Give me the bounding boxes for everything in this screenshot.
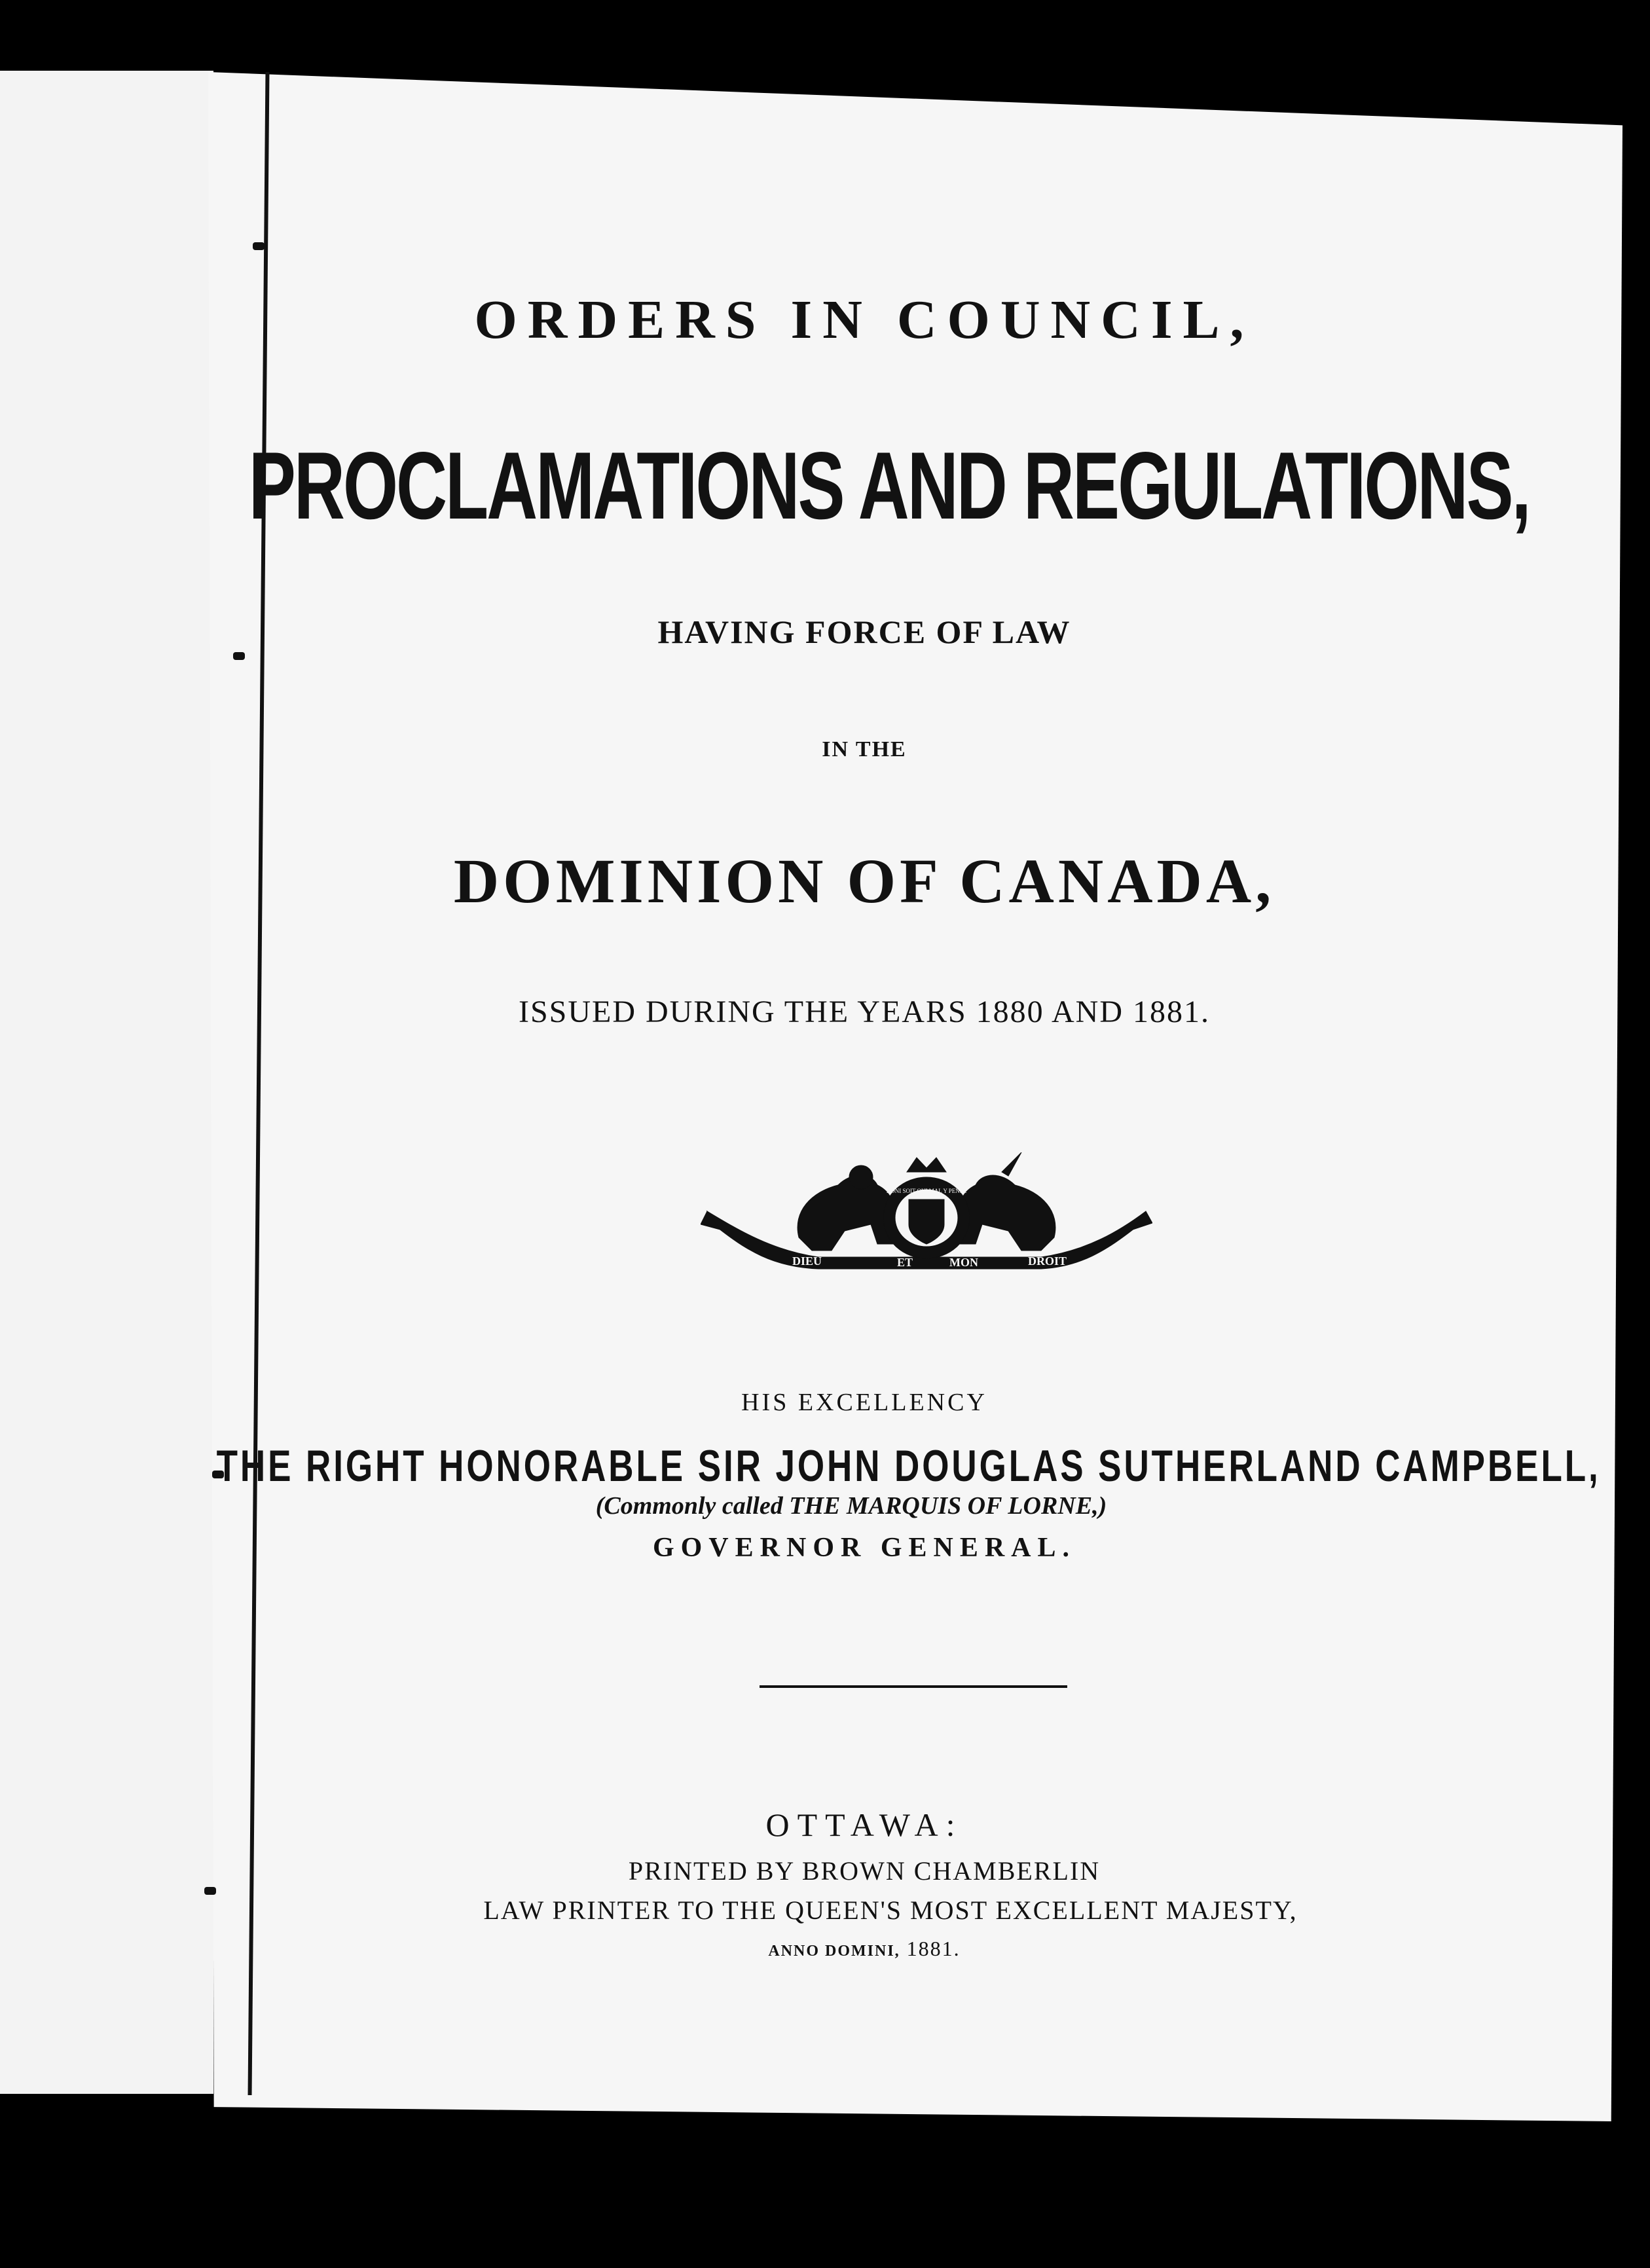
motto-dieu: DIEU [792, 1254, 822, 1268]
royal-coat-of-arms-icon [701, 1152, 1152, 1283]
binding-mark [253, 242, 265, 250]
heading-proclamations: PROCLAMATIONS AND REGULATIONS, [248, 432, 1530, 539]
his-excellency: HIS EXCELLENCY [741, 1389, 987, 1416]
place-ottawa: OTTAWA: [765, 1806, 963, 1843]
commonly-prefix: (Commonly called [595, 1492, 790, 1520]
imprint-year: 1881. [906, 1937, 961, 1960]
motto-droit: DROIT [1028, 1254, 1067, 1268]
garter-motto: HONI SOIT QUI MAL Y PENSE [886, 1188, 967, 1194]
anno-domini: ANNO DOMINI, [768, 1943, 900, 1960]
motto-mon: MON [949, 1256, 978, 1269]
commonly-called [0, 1491, 1650, 1520]
subheading-in-the: IN THE [822, 737, 907, 761]
subheading-having-force: HAVING FORCE OF LAW [657, 613, 1071, 650]
governor-full-name: THE RIGHT HONORABLE SIR JOHN DOUGLAS SUTHERLAND CAMPBELL, [216, 1441, 1601, 1491]
horizontal-rule [760, 1685, 1067, 1688]
commonly-suffix: ) [1098, 1492, 1107, 1520]
governor-general: GOVERNOR GENERAL. [652, 1533, 1076, 1563]
commonly-title: THE MARQUIS OF LORNE, [789, 1492, 1099, 1520]
binding-mark [204, 1887, 216, 1895]
binding-mark [233, 652, 245, 660]
law-printer: LAW PRINTER TO THE QUEEN'S MOST EXCELLENT MAJESTY, [483, 1895, 1298, 1925]
imprint-date [0, 1937, 1650, 1961]
heading-orders-in-council: ORDERS IN COUNCIL, [474, 289, 1255, 350]
motto-et: ET [897, 1256, 913, 1269]
facing-page [0, 71, 213, 2094]
issued-years: ISSUED DURING THE YEARS 1880 AND 1881. [518, 995, 1211, 1029]
heading-dominion-of-canada: DOMINION OF CANADA, [453, 846, 1275, 916]
printed-by: PRINTED BY BROWN CHAMBERLIN [628, 1856, 1101, 1886]
